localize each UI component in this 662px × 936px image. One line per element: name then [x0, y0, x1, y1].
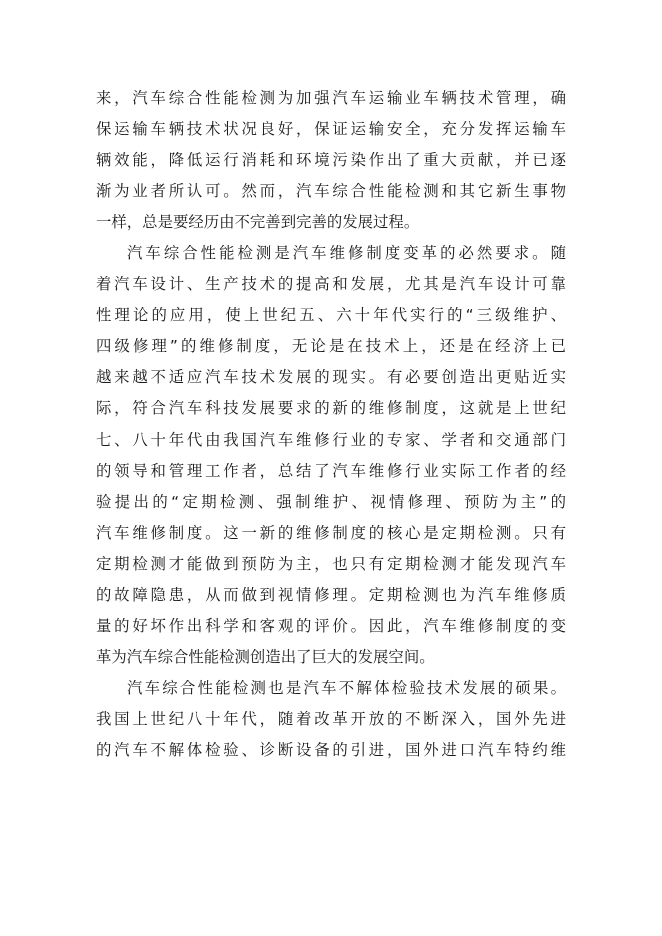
text-line: 际，符合汽车科技发展要求的新的维修制度，这就是上世纪	[96, 399, 566, 418]
text-line: 四级修理”的维修制度，无论是在技术上，还是在经济上已	[96, 337, 566, 356]
text-line: 革为汽车综合性能检测创造出了巨大的发展空间。	[96, 647, 435, 666]
text-line: 的故障隐患，从而做到视情修理。定期检测也为汽车维修质	[96, 585, 566, 604]
text-line: 七、八十年代由我国汽车维修行业的专家、学者和交通部门	[96, 430, 566, 449]
text-line: 来，汽车综合性能检测为加强汽车运输业车辆技术管理，确	[96, 89, 566, 107]
text-line: 辆效能，降低运行消耗和环境污染作出了重大贡献，并已逐	[96, 151, 566, 170]
text-line: 的汽车不解体检验、诊断设备的引进，国外进口汽车特约维	[96, 740, 566, 759]
text-line: 着汽车设计、生产技术的提高和发展，尤其是汽车设计可靠	[96, 275, 566, 294]
text-line: 量的好坏作出科学和客观的评价。因此，汽车维修制度的变	[96, 616, 566, 635]
text-line: 验提出的“定期检测、强制维护、视情修理、预防为主”的	[96, 492, 566, 511]
text-line: 汽车综合性能检测也是汽车不解体检验技术发展的硕果。	[127, 678, 566, 697]
text-line: 定期检测才能做到预防为主，也只有定期检测才能发现汽车	[96, 554, 566, 573]
text-line: 渐为业者所认可。然而，汽车综合性能检测和其它新生事物	[96, 182, 566, 201]
text-line: 的领导和管理工作者，总结了汽车维修行业实际工作者的经	[96, 461, 566, 480]
text-line: 汽车维修制度。这一新的维修制度的核心是定期检测。只有	[96, 523, 566, 542]
text-line: 我国上世纪八十年代，随着改革开放的不断深入，国外先进	[96, 709, 566, 728]
text-line: 保运输车辆技术状况良好，保证运输安全，充分发挥运输车	[96, 120, 566, 139]
text-line: 性理论的应用，使上世纪五、六十年代实行的“三级维护、	[96, 306, 566, 325]
text-line: 一样，总是要经历由不完善到完善的发展过程。	[96, 213, 420, 232]
text-line: 越来越不适应汽车技术发展的现实。有必要创造出更贴近实	[96, 368, 566, 387]
body-text	[96, 83, 566, 766]
text-line: 汽车综合性能检测是汽车维修制度变革的必然要求。随	[127, 244, 566, 263]
